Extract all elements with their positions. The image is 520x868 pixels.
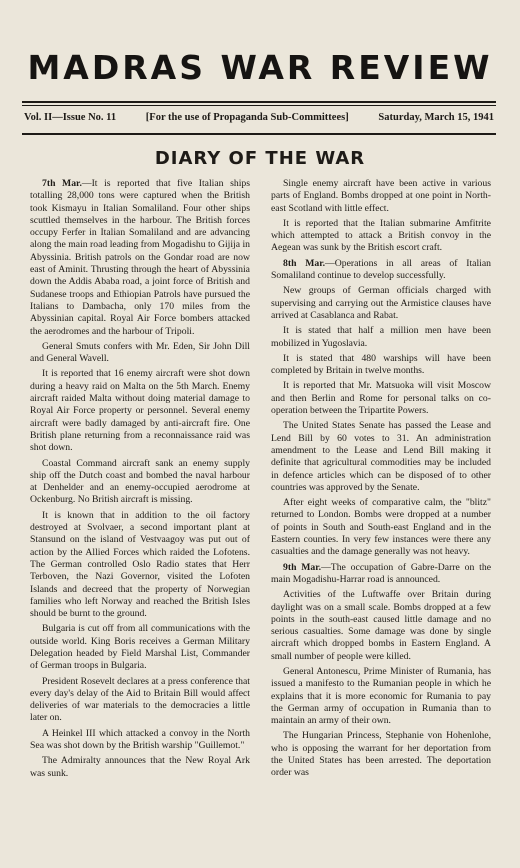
diary-text: President Rosevelt declares at a press conference that every day's delay of the Aid to Britain Bill would affect deliveries of war materials to the democracies a little later on.: [30, 675, 250, 724]
diary-text: It is reported that 16 enemy aircraft were shot down during a heavy raid on Malta on the 5th March. Enemy aircraft raided Malta without doing material damage to Royal Air Force property or personnel. Several enemy aircraft were badly damaged by anti-aircraft fire. One British plane returning from a reconnaissance raid was shot down.: [30, 368, 250, 454]
diary-date: 8th Mar.: [283, 257, 326, 269]
issue-purpose: [For the use of Propaganda Sub-Committees]: [145, 112, 349, 123]
masthead: MADRAS WAR REVIEW: [27, 48, 493, 87]
diary-text: General Antonescu, Prime Minister of Rumania, has issued a manifesto to the Rumanian people in which he explains that it is more economic for Rumania to pay the German army of occupation in Rumania than to maintain an army of their own.: [271, 665, 491, 727]
diary-paragraph: [271, 325, 491, 350]
masthead-rule-thin: [22, 105, 496, 106]
diary-text: —Operations in all areas of Italian Somaliland continue to develop successfully.: [271, 257, 491, 282]
diary-paragraph: [30, 623, 250, 672]
issue-rule: [22, 133, 496, 135]
diary-paragraph: [271, 730, 491, 779]
diary-paragraph: [30, 458, 250, 507]
diary-text: Bulgaria is cut off from all communications with the outside world. King Boris receives a German Military Delegation headed by Field Marshal List, Commander of German troops in Bulgaria.: [30, 623, 250, 672]
diary-text: It is known that in addition to the oil factory destroyed at Svolvaer, a second important plant at Stansund on the island of Vestvaagoy was put out of action by the Allied Forces which raided the Lofotens. The German controlled Oslo Radio states that Herr Terboven, the Nazi Governor, visited the Lofoten Islands and decreed that the property of Norwegian families who left Norway and reached the British Isles should be burnt to the ground.: [30, 509, 250, 620]
diary-text: It is stated that 480 warships will have been completed by Britain in twelve months.: [271, 352, 491, 377]
issue-volume: Vol. II—Issue No. 11: [24, 112, 117, 123]
diary-paragraph: [30, 368, 250, 454]
diary-paragraph: [271, 589, 491, 663]
diary-text: Single enemy aircraft have been active in various parts of England. Bombs dropped at one point in North-east Scotland with little effect.: [271, 178, 491, 214]
diary-text: General Smuts confers with Mr. Eden, Sir John Dill and General Wavell.: [30, 340, 250, 365]
diary-text: New groups of German officials charged with supervising and carrying out the Armistice clauses have arrived at Casablanca and Rabat.: [271, 285, 491, 321]
diary-paragraph: [30, 676, 250, 725]
diary-text: A Heinkel III which attacked a convoy in the North Sea was shot down by the British warship "Guillemot.": [30, 727, 250, 752]
diary-paragraph: [30, 510, 250, 621]
diary-text: Coastal Command aircraft sank an enemy supply ship off the Dutch coast and bombed the naval harbour at Denhelder and an enemy-occupied aerodrome at Ockenburg. No British aircraft is missing.: [30, 457, 250, 506]
section-heading: DIARY OF THE WAR: [154, 148, 366, 169]
diary-text: After eight weeks of comparative calm, the "blitz" returned to London. Bombs were dropped at a number of points in South and South-east England and in the Eastern counties. In very few instances were there any casualties and the damage generally was not heavy.: [271, 497, 491, 558]
diary-paragraph: [271, 353, 491, 378]
diary-paragraph: [271, 420, 491, 494]
diary-text: It is stated that half a million men have been mobilized in Yugoslavia.: [271, 325, 491, 349]
diary-text: The Hungarian Princess, Stephanie von Hohenlohe, who is opposing the warrant for her deportation from the United States has been arrested. The deportation order was: [271, 730, 491, 779]
diary-text: The Admiralty announces that the New Royal Ark was sunk.: [30, 755, 250, 779]
diary-date: 9th Mar.: [283, 561, 322, 573]
diary-text: —The occupation of Gabre-Darre on the main Mogadishu-Harrar road is announced.: [271, 561, 491, 585]
diary-text: The United States Senate has passed the Lease and Lend Bill by 60 votes to 31. An administration amendment to the Lease and Lend Bill making it definite that agricultural commodities may be included in defence articles which can be disposed of to other countries was approved by the Senate.: [271, 420, 491, 493]
diary-text: Activities of the Luftwaffe over Britain during daylight was on a small scale. Bombs dropped at a few points in the south-east caused little damage and no serious casualties. Some damage was done by single aircraft which dropped bombs in Eastern England. A small number of people were killed.: [271, 589, 491, 662]
diary-paragraph: [271, 218, 491, 255]
diary-paragraph: [271, 497, 491, 558]
masthead-rule: [22, 101, 496, 103]
diary-text: It is reported that Mr. Matsuoka will visit Moscow and then Berlin and Rome for personal talks on co-operation between the Tripartite Powers.: [271, 380, 491, 417]
diary-paragraph: [271, 562, 491, 587]
diary-paragraph: [30, 755, 250, 780]
diary-paragraph: [30, 178, 250, 338]
diary-date: 7th Mar.: [42, 178, 82, 189]
diary-paragraph: [271, 178, 491, 215]
issue-date: Saturday, March 15, 1941: [378, 112, 494, 123]
diary-text: It is reported that the Italian submarine Amfitrite which attempted to attack a British convoy in the Aegean was sunk by the British escort craft.: [271, 217, 491, 254]
diary-paragraph: [30, 341, 250, 366]
diary-paragraph: [30, 728, 250, 753]
left-column: [30, 178, 250, 868]
issue-line: [24, 112, 494, 123]
diary-paragraph: [271, 258, 491, 283]
diary-paragraph: [271, 380, 491, 417]
diary-text: —It is reported that five Italian ships totalling 28,000 tons were captured when the British took Kismayu in Italian Somaliland. Four other ships scuttled themselves in the harbour. The British forces occupy Ferfer in Italian Somaliland and are advancing along the main road leading from Mogadishu to Gijija in Abyssinia. British patrols on the Gondar road are now east of Aminit. Thrusting through the heart of Abyssinia down the Addis Ababa road, a joint force of British and Sudanese troops and Ethiopian Patrols have pursued the Italians to Dambacha, only 170 miles from the Abyssinian capital. Royal Air Force bombers attacked the aerodromes and the harbour of Tripoli.: [30, 178, 250, 337]
diary-paragraph: [271, 666, 491, 727]
diary-paragraph: [271, 285, 491, 322]
right-column: [271, 178, 491, 868]
